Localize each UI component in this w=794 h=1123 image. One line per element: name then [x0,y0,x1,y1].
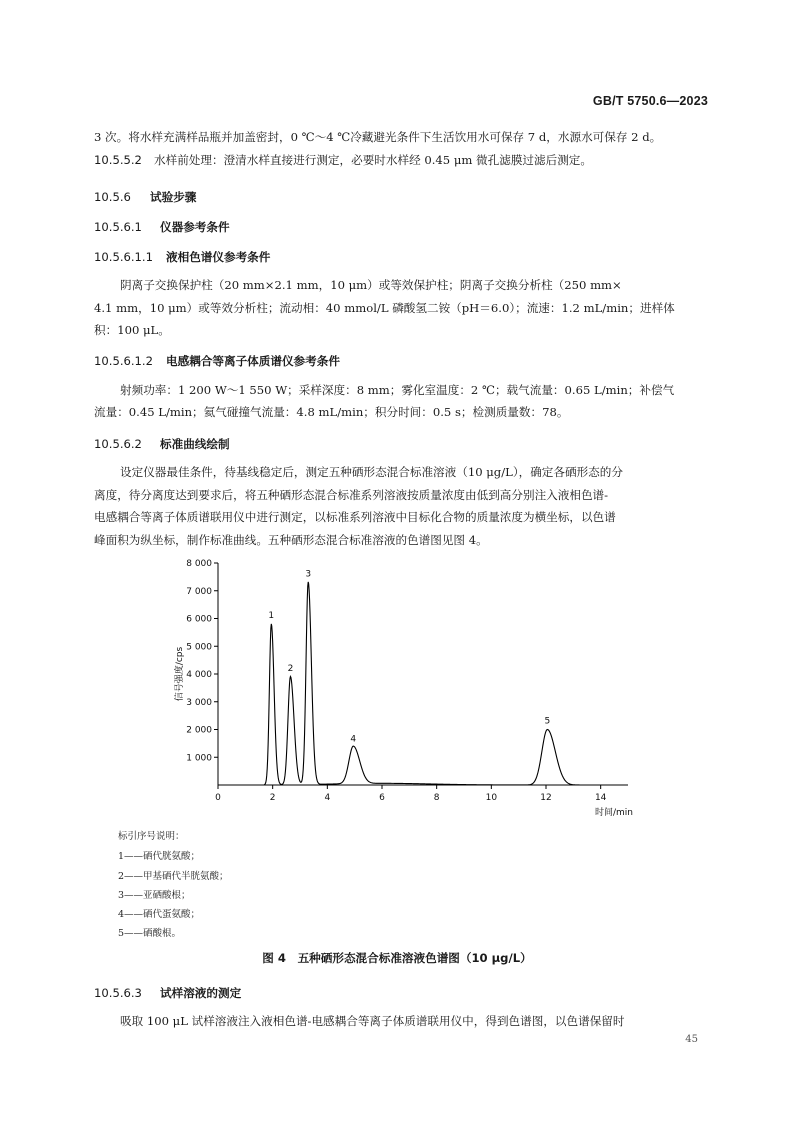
y-tick-label: 7 000 [186,586,212,597]
x-tick-label: 14 [594,793,607,803]
y-tick-label: 2 000 [186,725,212,736]
y-tick-label: 8 000 [186,559,212,569]
chromatogram-trace [218,582,628,785]
lc-conditions-line-3: 积：100 μL。 [94,323,170,337]
icp-conditions-line-2: 流量：0.45 L/min；氦气碰撞气流量：4.8 mL/min；积分时间：0.5 s；检测质量数：78。 [94,405,569,419]
std-curve-line-3: 电感耦合等离子体质谱联用仪中进行测定，以标准系列溶液中目标化合物的质量浓度为横坐标，以色谱 [94,510,616,524]
figure-caption: 图 4 五种硒形态混合标准溶液色谱图（10 μg/L） [262,951,532,965]
peak-label-3: 3 [305,569,312,580]
section-10-5-6-3-heading [94,985,241,1001]
peak-label-2: 2 [287,663,294,674]
sample-measure-line-1: 吸取 100 μL 试样溶液注入液相色谱-电感耦合等离子体质谱联用仪中，得到色谱图，以色谱保留时 [120,1014,625,1028]
section-number: 10.5.6.3 [94,986,142,1000]
section-title: 试样溶液的测定 [160,986,242,1000]
y-tick-label: 5 000 [186,642,212,653]
section-title: 液相色谱仪参考条件 [166,250,271,264]
y-axis-title: 信号强度/cps [175,646,185,702]
y-tick-label: 1 000 [186,753,212,764]
x-tick-label: 12 [540,793,552,803]
section-10-5-5-2 [94,150,710,170]
y-tick-label: 3 000 [186,697,212,708]
legend-item-5: 5——硒酸根。 [118,928,182,939]
standard-code: GB/T 5750.6—2023 [592,94,708,108]
y-tick-label: 4 000 [186,670,212,680]
legend-title: 标引序号说明： [118,831,185,842]
lc-conditions-line-1: 阴离子交换保护柱（20 mm×2.1 mm，10 μm）或等效保护柱；阴离子交换分析柱（250 mm× [120,278,622,292]
legend-item-3: 3——亚硒酸根； [118,890,191,901]
std-curve-line-1: 设定仪器最佳条件，待基线稳定后，测定五种硒形态混合标准溶液（10 μg/L），确定各硒形态的分 [120,465,623,479]
section-10-5-6-2-heading [94,436,230,452]
x-tick-label: 8 [433,793,440,803]
std-curve-line-4: 峰面积为纵坐标，制作标准曲线。五种硒形态混合标准溶液的色谱图见图 4。 [94,533,488,547]
legend-item-1: 1——硒代胱氨酸； [118,851,201,862]
section-number: 10.5.6.2 [94,437,142,451]
x-axis-title: 时间/min [594,808,634,818]
peak-label-4: 4 [350,734,357,745]
section-title: 标准曲线绘制 [160,437,230,451]
section-text: 水样前处理：澄清水样直接进行测定，必要时水样经 0.45 μm 微孔滤膜过滤后测定。 [154,153,592,167]
section-title: 仪器参考条件 [160,220,230,234]
section-number: 10.5.6 [94,190,131,204]
page-number: 45 [685,1034,698,1045]
section-number: 10.5.6.1 [94,220,142,234]
lc-conditions-line-2: 4.1 mm，10 μm）或等效分析柱；流动相：40 mmol/L 磷酸氢二铵（pH＝6.0）；流速：1.2 mL/min；进样体 [94,301,675,315]
chart-trace [218,582,628,785]
section-10-5-6-1-heading [94,219,230,235]
section-title: 试验步骤 [150,190,197,204]
section-10-5-6-1-1-heading [94,249,270,265]
y-tick-label: 6 000 [186,614,212,625]
section-number: 10.5.5.2 [94,153,142,167]
x-tick-label: 6 [379,793,385,803]
x-tick-label: 0 [215,793,221,803]
legend-item-2: 2——甲基硒代半胱氨酸； [118,871,229,882]
peak-label-1: 1 [268,611,275,622]
std-curve-line-2: 离度，待分离度达到要求后，将五种硒形态混合标准系列溶液按质量浓度由低到高分别注入液相色谱- [94,488,609,502]
x-tick-label: 2 [269,793,276,803]
chromatogram-chart [0,555,794,825]
peak-label-5: 5 [544,716,551,727]
legend-item-4: 4——硒代蛋氨酸； [118,909,201,920]
section-title: 电感耦合等离子体质谱仪参考条件 [166,354,340,368]
x-tick-label: 10 [485,793,498,803]
section-number: 10.5.6.1.1 [94,250,153,264]
section-10-5-6-1-2-heading [94,353,340,369]
section-10-5-6-heading [94,189,196,205]
paragraph-continuation: 3 次。将水样充满样品瓶并加盖密封，0 ℃～4 ℃冷藏避光条件下生活饮用水可保存 7 d，水源水可保存 2 d。 [94,130,662,144]
x-tick-label: 4 [324,793,331,803]
icp-conditions-line-1: 射频功率：1 200 W～1 550 W；采样深度：8 mm；雾化室温度：2 ℃；载气流量：0.65 L/min；补偿气 [120,383,675,397]
section-number: 10.5.6.1.2 [94,354,153,368]
